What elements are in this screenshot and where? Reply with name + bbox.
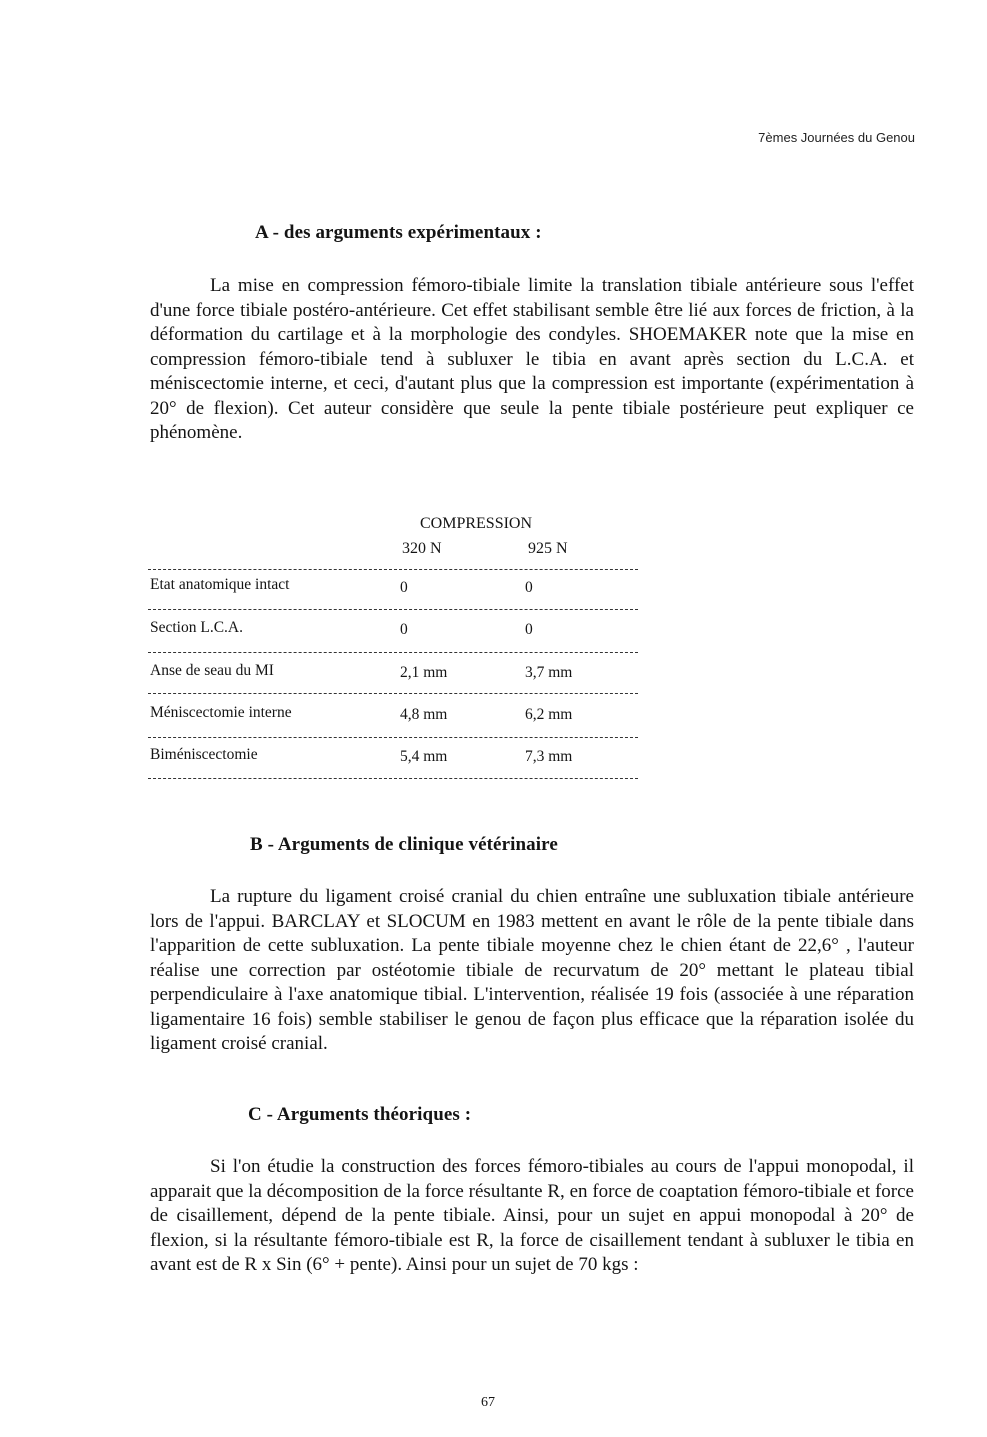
table-column-header: 925 N <box>528 540 568 557</box>
section-b-paragraph: La rupture du ligament croisé cranial du chien entraîne une subluxation tibiale antérieure lors de l'appui. BARCLAY et SLOCUM en 1983 mettent en avant le rôle de la pente tibiale dans l'apparition de cette subluxation. La pente tibiale moyenne chez le chien étant de 22,6° , l'auteur réalise une correction par ostéotomie tibiale de recurvatum de 20° mettant le plateau tibial perpendiculaire à l'axe anatomique tibial. L'intervention, réalisée 19 fois (associée à une réparation ligamentaire 16 fois) semble stabiliser le genou de façon plus efficace que la réparation isolée du ligament croisé cranial. <box>150 886 914 1054</box>
section-a-paragraph: La mise en compression fémoro-tibiale limite la translation tibiale antérieure sous l'effet d'une force tibiale postéro-antérieure. Cet effet stabilisant semble être lié aux forces de friction, à la déformation du cartilage et à la morphologie des condyles. SHOEMAKER note que la mise en compression fémoro-tibiale tend à subluxer le tibia en avant après section du L.C.A. et méniscectomie interne, et ceci, d'autant plus que la compression est importante (expérimentation à 20° de flexion). Cet auteur considère que seule la pente tibiale postérieure peut expliquer ce phénomène. <box>150 275 914 443</box>
section-c-heading: C - Arguments théoriques : <box>248 1104 472 1125</box>
row-value-925n: 0 <box>525 621 533 638</box>
row-value-925n: 0 <box>525 579 533 596</box>
table-divider <box>148 569 638 570</box>
section-a-heading: A - des arguments expérimentaux : <box>255 222 542 243</box>
page-number: 67 <box>481 1395 495 1410</box>
row-value-320n: 0 <box>400 621 408 638</box>
table-divider <box>148 609 638 610</box>
row-label: Section L.C.A. <box>150 619 243 636</box>
section-c-paragraph: Si l'on étudie la construction des forces fémoro-tibiales au cours de l'appui monopodal, il apparait que la décomposition de la force résultante R, en force de coaptation fémoro-tibiale et force de cisaillement, dépend de la pente tibiale. Ainsi, pour un sujet en appui monopodal à 20° de flexion, si la résultante fémoro-tibiale est R, la force de cisaillement tendant à subluxer le tibia en avant est de R x Sin (6° + pente). Ainsi pour un sujet de 70 kgs : <box>150 1156 914 1275</box>
row-value-320n: 4,8 mm <box>400 706 448 723</box>
section-b-heading: B - Arguments de clinique vétérinaire <box>250 834 558 855</box>
table-divider <box>148 737 638 738</box>
table-caption: COMPRESSION <box>420 515 533 532</box>
row-value-925n: 7,3 mm <box>525 748 573 765</box>
row-value-320n: 5,4 mm <box>400 748 448 765</box>
row-value-925n: 3,7 mm <box>525 664 573 681</box>
table-divider <box>148 693 638 694</box>
row-value-320n: 0 <box>400 579 408 596</box>
row-label: Etat anatomique intact <box>150 576 290 593</box>
table-divider <box>148 778 638 779</box>
row-label: Anse de seau du MI <box>150 662 274 679</box>
row-value-925n: 6,2 mm <box>525 706 573 723</box>
row-value-320n: 2,1 mm <box>400 664 448 681</box>
table-divider <box>148 652 638 653</box>
table-column-header: 320 N <box>402 540 442 557</box>
running-header: 7èmes Journées du Genou <box>758 130 915 145</box>
row-label: Biméniscectomie <box>150 746 258 763</box>
row-label: Méniscectomie interne <box>150 704 292 721</box>
